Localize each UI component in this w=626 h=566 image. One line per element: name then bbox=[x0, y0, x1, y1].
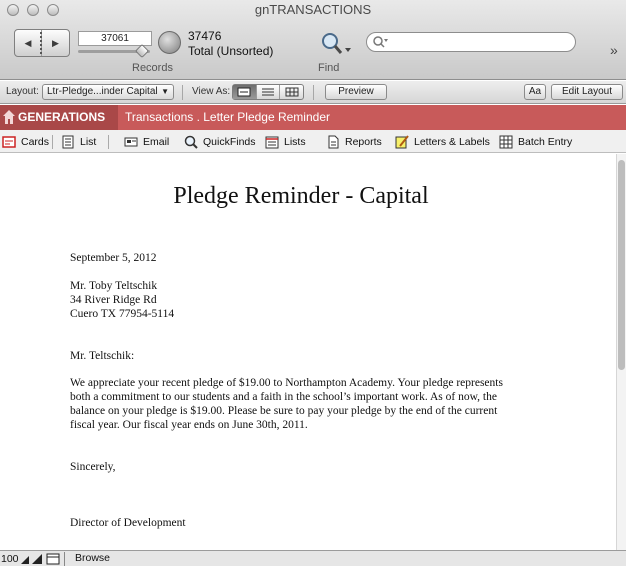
letter-title: Pledge Reminder - Capital bbox=[173, 183, 429, 209]
nav-quickfinds-label: QuickFinds bbox=[203, 135, 256, 148]
letter-closing: Sincerely, bbox=[70, 461, 116, 473]
scrollbar-thumb[interactable] bbox=[618, 160, 625, 370]
status-bar bbox=[0, 550, 626, 566]
triangle-right-icon: ▶ bbox=[52, 37, 59, 48]
body-line: balance on your pledge is $19.00. Please be sure to pay your pledge by the end of the current bbox=[70, 405, 498, 417]
view-as-toggle[interactable] bbox=[232, 84, 304, 100]
nav-list[interactable] bbox=[61, 133, 96, 150]
generations-brand[interactable]: GENERATIONS bbox=[0, 105, 118, 130]
grid-icon bbox=[499, 135, 513, 149]
divider bbox=[182, 85, 183, 100]
find-label: Find bbox=[318, 62, 340, 74]
body-line: We appreciate your recent pledge of $19.00 to Northampton Academy. Your pledge represents bbox=[70, 377, 503, 389]
nav-reports[interactable] bbox=[326, 133, 382, 150]
form-view-icon bbox=[237, 87, 251, 97]
divider bbox=[52, 135, 53, 149]
letter-salutation: Mr. Teltschik: bbox=[70, 350, 135, 362]
layout-select[interactable] bbox=[42, 84, 174, 100]
next-record-button[interactable] bbox=[42, 30, 69, 56]
nav-cards-label: Cards bbox=[21, 135, 50, 148]
formatting-bar-button[interactable]: Aa bbox=[524, 84, 546, 100]
nav-batch-entry-label: Batch Entry bbox=[518, 135, 573, 148]
search-icon bbox=[372, 35, 388, 49]
found-set-pie-icon[interactable] bbox=[158, 31, 181, 54]
nav-reports-label: Reports bbox=[345, 135, 382, 148]
book-rings-icon bbox=[40, 32, 46, 54]
edit-layout-button[interactable]: Edit Layout bbox=[551, 84, 623, 100]
list-view-icon bbox=[261, 87, 275, 97]
nav-letters-labels[interactable] bbox=[395, 133, 490, 150]
zoom-controls-icon[interactable] bbox=[20, 553, 62, 565]
divider bbox=[108, 135, 109, 149]
nav-lists-label: Lists bbox=[284, 135, 306, 148]
address-line: 34 River Ridge Rd bbox=[70, 294, 157, 306]
found-count: 37476 bbox=[188, 29, 222, 43]
list-icon bbox=[61, 135, 75, 149]
divider bbox=[313, 85, 314, 100]
chevron-down-icon: ▼ bbox=[161, 87, 169, 96]
records-label: Records bbox=[132, 62, 173, 74]
previous-record-button[interactable] bbox=[15, 30, 42, 56]
breadcrumb: Transactions . Letter Pledge Reminder bbox=[125, 110, 330, 124]
letter-document bbox=[0, 154, 616, 550]
zoom-level[interactable]: 100 bbox=[1, 553, 19, 565]
view-as-label: View As: bbox=[192, 86, 231, 97]
current-record-field[interactable]: 37061 bbox=[78, 31, 152, 46]
pencil-note-icon bbox=[395, 135, 409, 149]
letter-signature: Director of Development bbox=[70, 517, 186, 529]
letter-body bbox=[70, 376, 540, 432]
triangle-left-icon: ◀ bbox=[24, 37, 32, 48]
body-line: fiscal year. Our fiscal year ends on June 30th, 2011. bbox=[70, 419, 308, 431]
address-line: Mr. Toby Teltschik bbox=[70, 280, 158, 292]
nav-cards[interactable] bbox=[2, 133, 49, 150]
letter-date: September 5, 2012 bbox=[70, 252, 157, 264]
found-status: Total (Unsorted) bbox=[188, 44, 274, 58]
nav-quickfinds[interactable] bbox=[184, 133, 256, 150]
nav-list-label: List bbox=[80, 135, 97, 148]
view-as-form-button[interactable] bbox=[233, 85, 257, 99]
nav-lists[interactable] bbox=[265, 133, 306, 150]
preview-button[interactable]: Preview bbox=[325, 84, 387, 100]
magnifier-icon bbox=[184, 135, 198, 149]
record-book-navigator[interactable] bbox=[14, 29, 70, 57]
table-view-icon bbox=[285, 87, 299, 97]
body-line: both a commitment to our students and a faith in the school’s important work. As of now, the bbox=[70, 391, 497, 403]
mode-indicator[interactable]: Browse bbox=[64, 552, 144, 566]
view-as-list-button[interactable] bbox=[257, 85, 281, 99]
view-as-table-button[interactable] bbox=[280, 85, 303, 99]
cards-icon bbox=[2, 135, 16, 149]
layout-label: Layout: bbox=[6, 86, 39, 97]
quick-find-input[interactable] bbox=[366, 32, 576, 52]
find-magnifier-icon[interactable] bbox=[318, 32, 352, 56]
checklist-icon bbox=[265, 135, 279, 149]
nav-email-label: Email bbox=[143, 135, 170, 148]
address-line: Cuero TX 77954-5114 bbox=[70, 308, 175, 320]
nav-email[interactable] bbox=[124, 133, 169, 150]
nav-letters-labels-label: Letters & Labels bbox=[414, 135, 490, 148]
report-icon bbox=[326, 135, 340, 149]
layout-select-value: Ltr-Pledge...inder Capital bbox=[47, 86, 158, 97]
home-icon[interactable] bbox=[3, 110, 15, 124]
toolbar-overflow-chevron-icon[interactable]: » bbox=[610, 42, 618, 58]
nav-batch-entry[interactable] bbox=[499, 133, 572, 150]
email-icon bbox=[124, 135, 138, 149]
window-title: gnTRANSACTIONS bbox=[254, 2, 372, 17]
